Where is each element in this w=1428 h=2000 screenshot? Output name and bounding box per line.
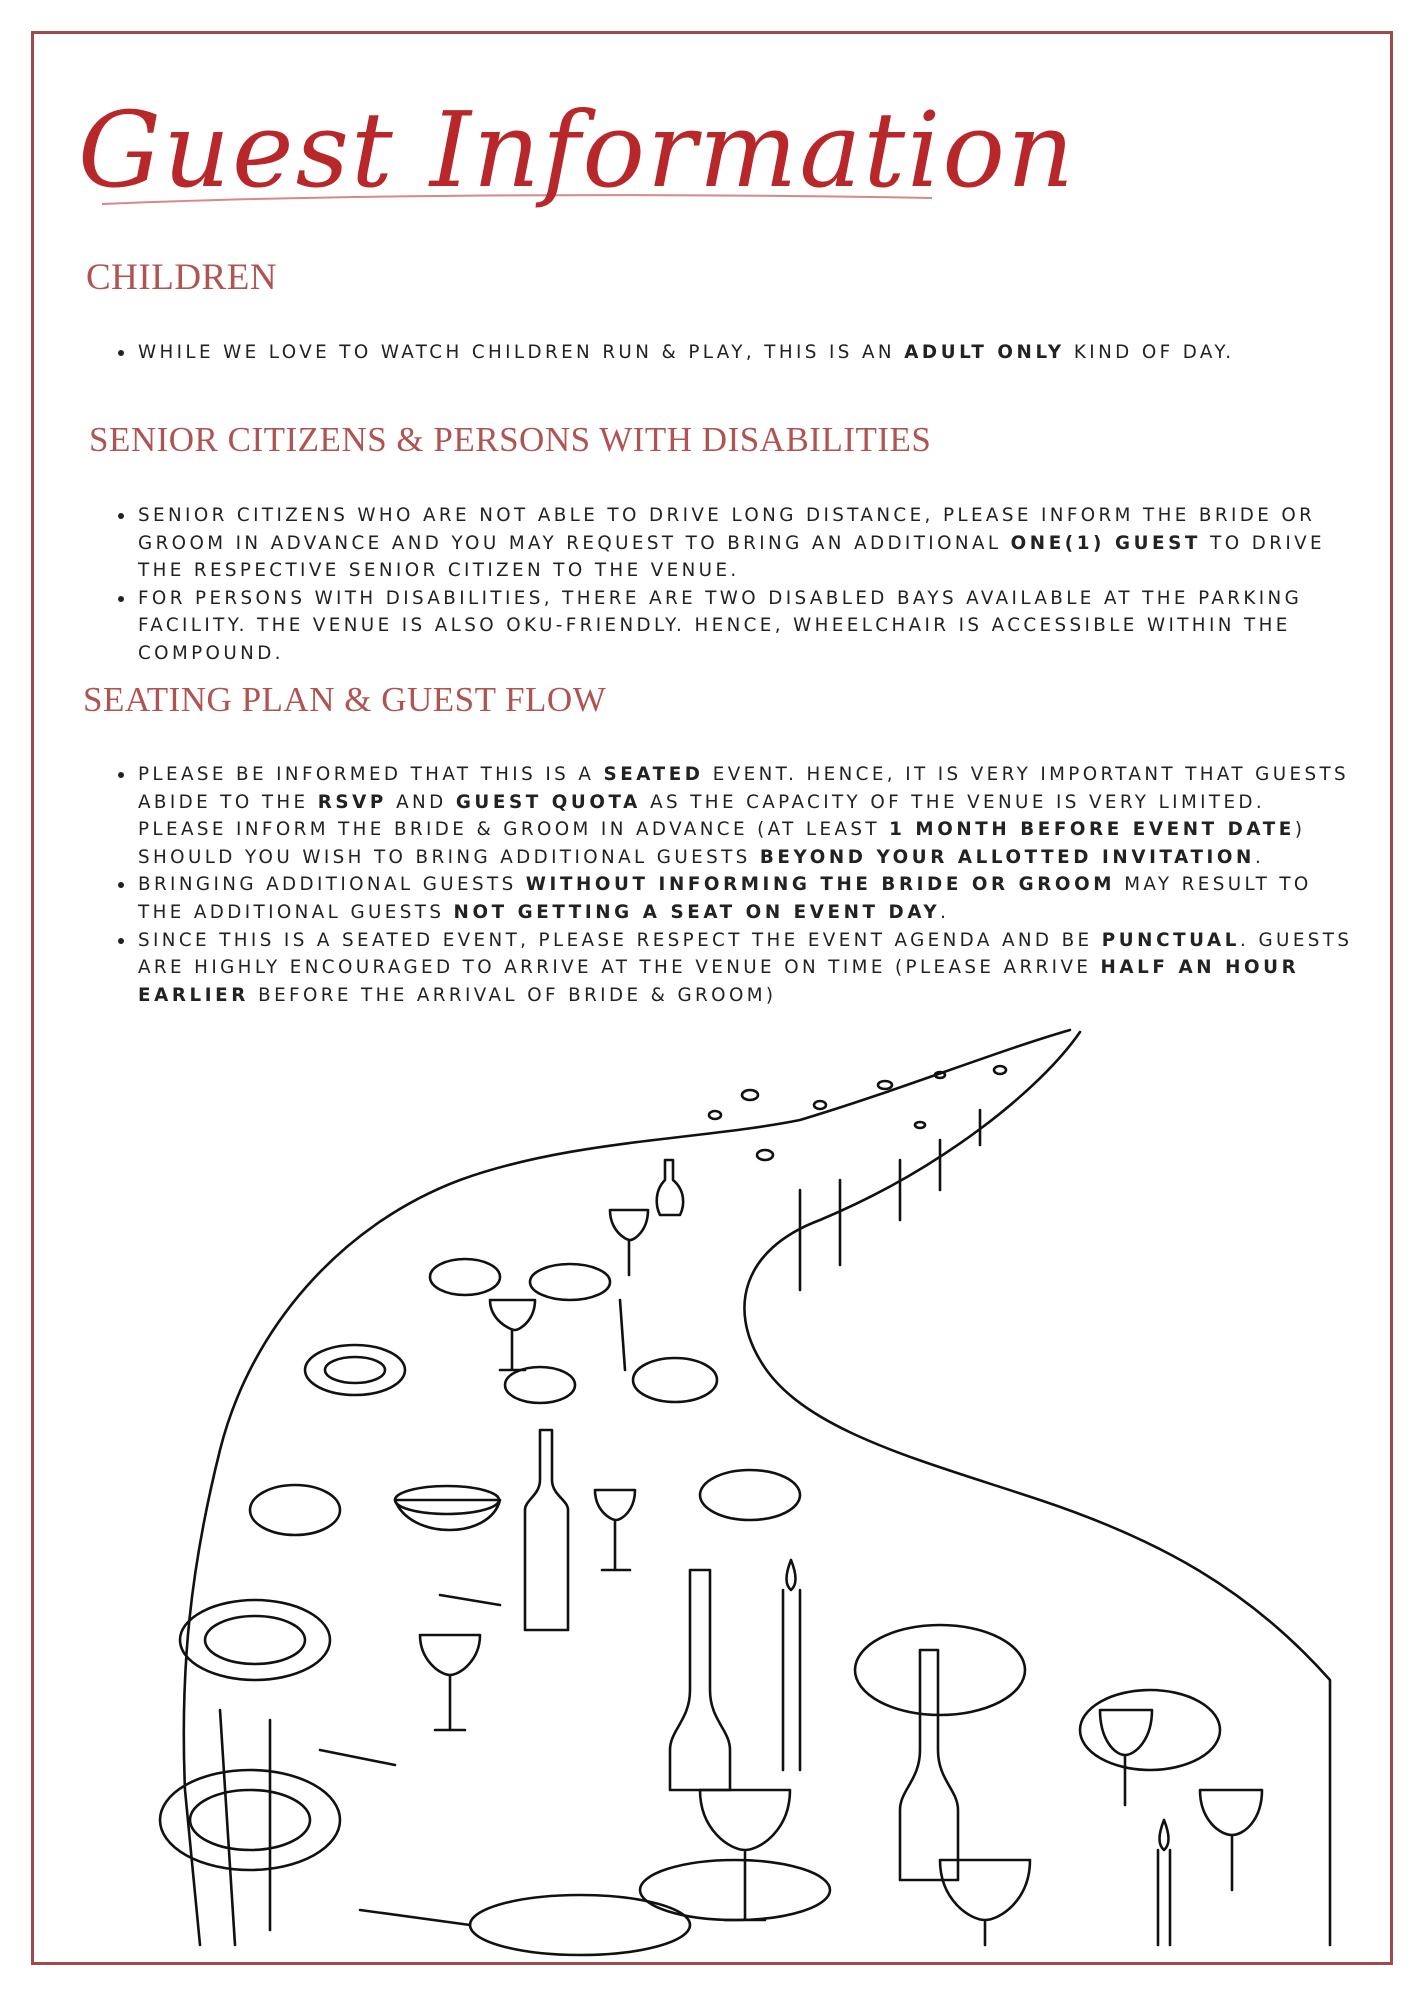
section-heading-senior: SENIOR CITIZENS & PERSONS WITH DISABILITIES (89, 420, 932, 459)
list-item: FOR PERSONS WITH DISABILITIES, THERE ARE TWO DISABLED BAYS AVAILABLE AT THE PARKING FACILITY. THE VENUE IS ALSO OKU-FRIENDLY. HENCE, WHEELCHAIR IS ACCESSIBLE WITHIN THE COMPOUND. (138, 585, 1358, 668)
list-item: BRINGING ADDITIONAL GUESTS WITHOUT INFORMING THE BRIDE OR GROOM MAY RESULT TO THE ADDITIONAL GUESTS NOT GETTING A SEAT ON EVENT DAY. (138, 871, 1358, 926)
page-title-text: Guest Information (78, 89, 1076, 211)
children-list (138, 339, 1358, 367)
section-heading-seating: SEATING PLAN & GUEST FLOW (83, 680, 607, 719)
list-item: WHILE WE LOVE TO WATCH CHILDREN RUN & PLAY, THIS IS AN ADULT ONLY KIND OF DAY. (138, 339, 1358, 367)
list-item: SINCE THIS IS A SEATED EVENT, PLEASE RESPECT THE EVENT AGENDA AND BE PUNCTUAL. GUESTS ARE HIGHLY ENCOURAGED TO ARRIVE AT THE VENUE ON TIME (PLEASE ARRIVE HALF AN HOUR EARLIER BEFORE THE ARRIVAL OF BRIDE & GROOM) (138, 927, 1358, 1010)
page-title (72, 78, 1076, 228)
list-item: PLEASE BE INFORMED THAT THIS IS A SEATED EVENT. HENCE, IT IS VERY IMPORTANT THAT GUESTS ABIDE TO THE RSVP AND GUEST QUOTA AS THE CAPACITY OF THE VENUE IS VERY LIMITED. PLEASE INFORM THE BRIDE & GROOM IN ADVANCE (AT LEAST 1 MONTH BEFORE EVENT DATE) SHOULD YOU WISH TO BRING ADDITIONAL GUESTS BEYOND YOUR ALLOTTED INVITATION. (138, 761, 1358, 871)
seating-list (138, 761, 1358, 1009)
senior-list (138, 502, 1358, 668)
script-title-graphic (72, 78, 1076, 228)
list-item: SENIOR CITIZENS WHO ARE NOT ABLE TO DRIVE LONG DISTANCE, PLEASE INFORM THE BRIDE OR GROOM IN ADVANCE AND YOU MAY REQUEST TO BRING AN ADDITIONAL ONE(1) GUEST TO DRIVE THE RESPECTIVE SENIOR CITIZEN TO THE VENUE. (138, 502, 1358, 585)
section-heading-children: CHILDREN (86, 257, 278, 298)
table-setting-sketch-icon (140, 1030, 1360, 1945)
